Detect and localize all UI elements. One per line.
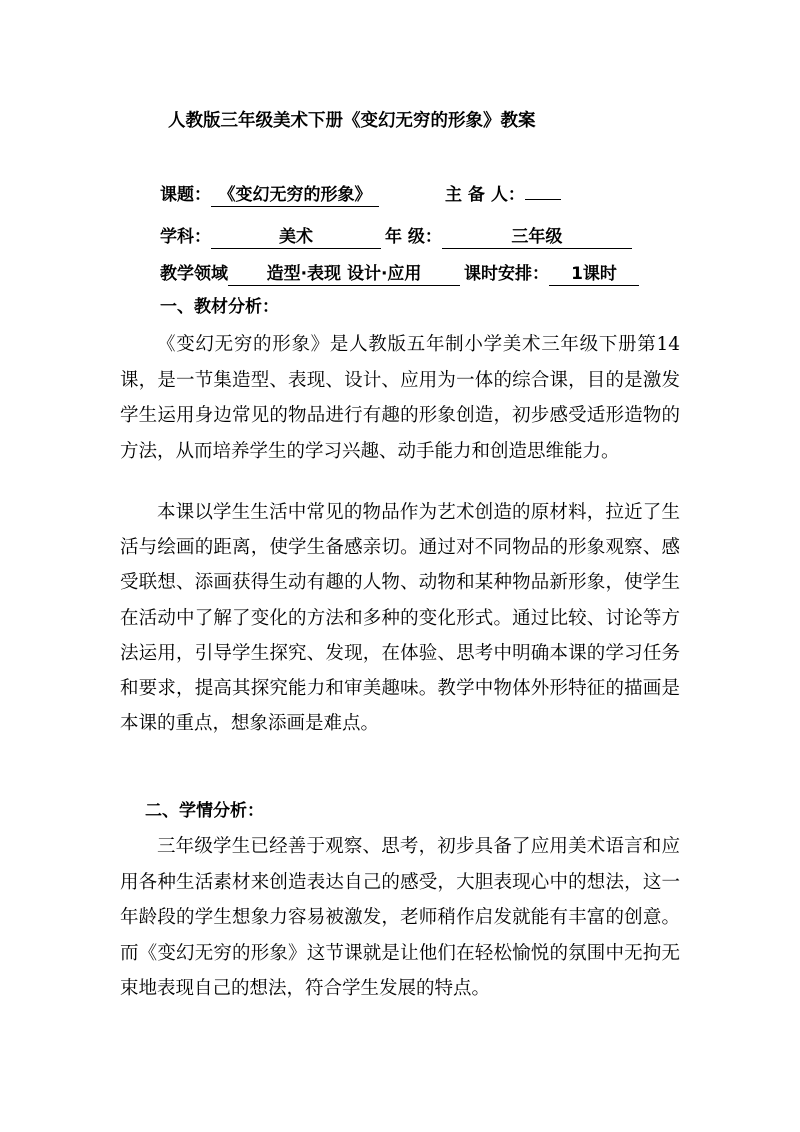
meta-row-topic [160,180,561,207]
section-heading-materials: 一、教材分析： [160,297,279,317]
document-title: 人教版三年级美术下册《变幻无穷的形象》教案 [168,111,536,131]
preparer-label: 主 备 人： [445,185,525,205]
meta-row-subject [160,222,632,249]
hours-value: 1课时 [549,264,639,286]
meta-row-domain [160,259,639,286]
preparer-value [525,198,561,200]
subject-value: 美术 [211,227,381,249]
topic-label: 课题： [160,185,211,205]
paragraph-materials-1: 《变幻无穷的形象》是人教版五年制小学美术三年级下册第14课，是一节集造型、表现、设计、应用为一体的综合课，目的是激发学生运用身边常见的物品进行有趣的形象创造，初步感受适形造物的方法，从而培养学生的学习兴趣、动手能力和创造思维能力。 [120,334,680,462]
topic-value: 《变幻无穷的形象》 [211,185,379,207]
domain-label: 教学领域 [160,264,228,284]
paragraph-materials-2: 本课以学生生活中常见的物品作为艺术创造的原材料，拉近了生活与绘画的距离，使学生备感亲切。通过对不同物品的形象观察、感受联想、添画获得生动有趣的人物、动物和某种物品新形象，使学生在活动中了解了变化的方法和多种的变化形式。通过比较、讨论等方法运用，引导学生探究、发现，在体验、思考中明确本课的学习任务和要求，提高其探究能力和审美趣味。教学中物体外形特征的描画是本课的重点，想象添画是难点。 [120,502,680,735]
paragraph-learners-1: 三年级学生已经善于观察、思考，初步具备了应用美术语言和应用各种生活素材来创造表达自己的感受，大胆表现心中的想法，这一年龄段的学生想象力容易被激发，老师稍作启发就能有丰富的创意。而《变幻无穷的形象》这节课就是让他们在轻松愉悦的氛围中无拘无束地表现自己的想法，符合学生发展的特点。 [120,836,680,999]
section-heading-learners: 二、学情分析： [145,801,264,821]
grade-value: 三年级 [442,227,632,249]
grade-label: 年 级： [385,227,442,247]
subject-label: 学科： [160,227,211,247]
hours-label: 课时安排： [464,264,549,284]
domain-value: 造型·表现 设计·应用 [228,264,460,286]
